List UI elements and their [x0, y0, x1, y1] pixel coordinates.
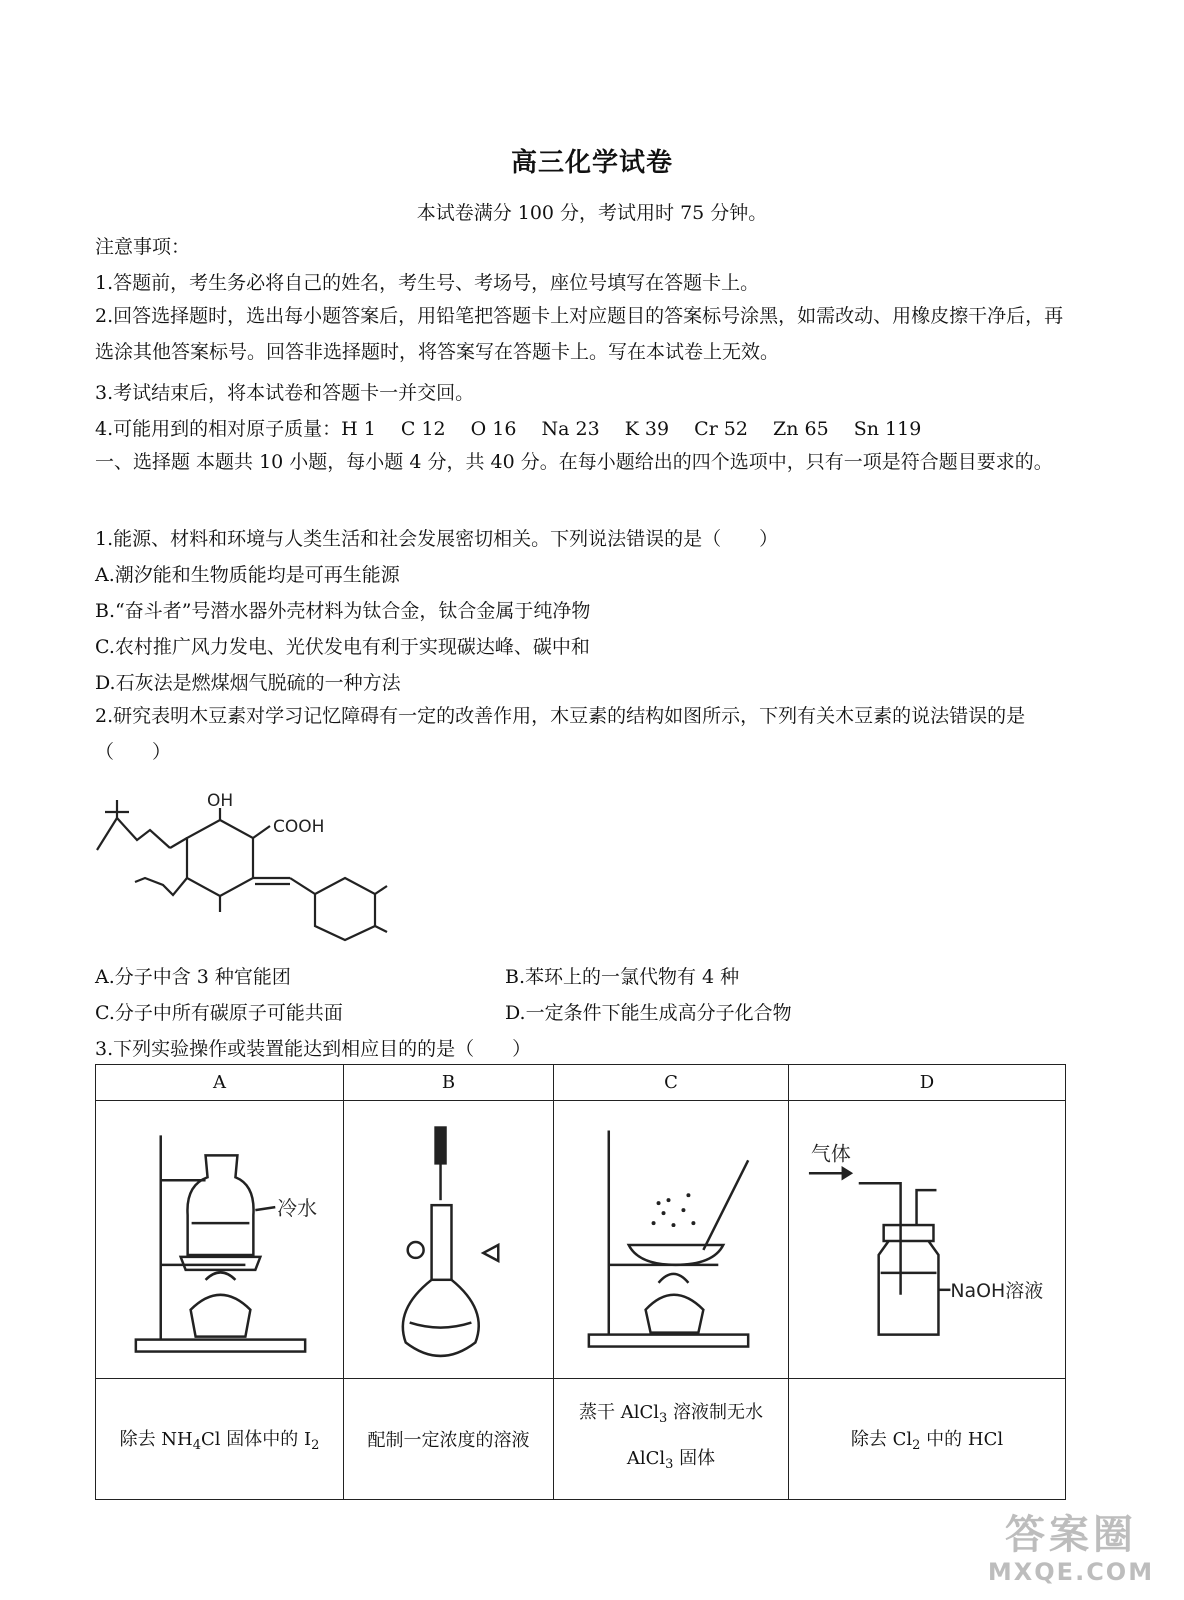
q2-stem: 2.研究表明木豆素对学习记忆障碍有一定的改善作用，木豆素的结构如图所示，下列有关木豆素的说法错误的是（ ）: [95, 705, 1026, 763]
eye-icon: [483, 1245, 498, 1261]
q1-option-a: A.潮汐能和生物质能均是可再生能源: [95, 564, 400, 586]
apparatus-table: [95, 1064, 1066, 1500]
q1-option-b: B.“奋斗者”号潜水器外壳材料为钛合金，钛合金属于纯净物: [95, 600, 591, 622]
alcohol-lamp: [646, 1294, 704, 1332]
watermark-domain: MXQE.COM: [987, 1558, 1155, 1586]
beaker: [181, 1257, 261, 1270]
apparatus-a-cell: [96, 1101, 344, 1379]
label-pointer: [255, 1207, 275, 1210]
q2-option-b: B.苯环上的一氯代物有 4 种: [505, 966, 740, 988]
q2-option-a: A.分子中含 3 种官能团: [95, 966, 291, 988]
notice-item-3: 3.考试结束后，将本试卷和答题卡一并交回。: [95, 382, 475, 404]
page-title: 高三化学试卷: [510, 148, 673, 178]
watermark-logo-text: 答案圈: [1005, 1512, 1137, 1558]
table-image-row: [96, 1101, 1066, 1379]
iron-stand-base: [136, 1339, 305, 1351]
q1-option-d: D.石灰法是燃煤烟气脱硫的一种方法: [95, 672, 401, 694]
notice-item-1: 1.答题前，考生务必将自己的姓名，考生号、考场号，座位号填写在答题卡上。: [95, 272, 760, 294]
stopper: [408, 1242, 424, 1258]
mol-benzene-ring-2: [315, 878, 375, 940]
dropper-bulb: [436, 1127, 446, 1163]
table-header-b: B: [344, 1065, 554, 1101]
flask-cold-water: [187, 1155, 253, 1255]
apparatus-b-cell: [344, 1101, 554, 1379]
apparatus-c-evaporation: [554, 1105, 788, 1375]
notice-item-4: 4.可能用到的相对原子质量：H 1 C 12 O 16 Na 23 K 39 Cr 52 Zn 65 Sn 119: [95, 418, 922, 440]
cold-water-label: 冷水: [277, 1196, 318, 1220]
mol-bond: [170, 838, 187, 848]
mol-benzene-ring-1: [187, 820, 253, 896]
q2-option-d: D.一定条件下能生成高分子化合物: [505, 1002, 792, 1024]
table-header-a: A: [96, 1065, 344, 1101]
notice-heading: 注意事项：: [95, 236, 191, 258]
solution-level: [410, 1322, 472, 1327]
mol-bond: [375, 926, 387, 932]
mol-cooh-label: COOH: [273, 817, 325, 837]
apparatus-c-cell: [554, 1101, 789, 1379]
alcohol-lamp: [191, 1294, 251, 1336]
flame: [206, 1272, 236, 1279]
page-subtitle: 本试卷满分 100 分，考试用时 75 分钟。: [416, 202, 768, 224]
table-header-d: D: [789, 1065, 1066, 1101]
apparatus-b-description: 配制一定浓度的溶液: [344, 1379, 554, 1500]
apparatus-c-description: 蒸干 AlCl$_3$ 溶液制无水 AlCl$_3$ 固体: [554, 1379, 789, 1500]
q3-stem: 3.下列实验操作或装置能达到相应目的的是（ ）: [95, 1038, 532, 1060]
site-watermark: [976, 1512, 1166, 1592]
apparatus-a-description: 除去 $NH_4Cl$ 固体中的 $I_2$: [96, 1379, 344, 1500]
evaporating-dish: [629, 1245, 724, 1265]
q1-stem: 1.能源、材料和环境与人类生活和社会发展密切相关。下列说法错误的是（ ）: [95, 528, 779, 550]
apparatus-d-gas-washing: [789, 1105, 1065, 1375]
notice-item-2: 2.回答选择题时，选出每小题答案后，用铅笔把答题卡上对应题目的答案标号涂黑，如需改动、用橡皮擦干净后，再选涂其他答案标号。回答非选择题时，将答案写在答题卡上。写在本试卷上无效。: [95, 305, 1064, 363]
flask-body: [403, 1280, 479, 1356]
wash-bottle: [879, 1241, 939, 1335]
mol-oh-label: OH: [207, 791, 234, 811]
iron-stand-base: [589, 1334, 748, 1346]
table-header-row: [96, 1065, 1066, 1101]
apparatus-a-sublimation: [96, 1105, 343, 1375]
bottle-stopper: [884, 1225, 934, 1241]
outlet-tube: [917, 1190, 937, 1225]
q2-option-c: C.分子中所有碳原子可能共面: [95, 1002, 343, 1024]
mol-bond-cooh: [253, 826, 270, 838]
table-description-row: [96, 1379, 1066, 1500]
flame: [659, 1274, 689, 1283]
mol-bond: [290, 878, 315, 894]
glass-rod: [703, 1160, 748, 1250]
table-header-c: C: [554, 1065, 789, 1101]
section-1-heading: 一、选择题 本题共 10 小题，每小题 4 分，共 40 分。在每小题给出的四个选项中，只有一项是符合题目要求的。: [95, 451, 1053, 473]
flask-neck: [432, 1205, 452, 1280]
mol-bond: [375, 886, 387, 894]
apparatus-d-description: 除去 $Cl_2$ 中的 HCl: [789, 1379, 1066, 1500]
molecule-structure: [95, 790, 395, 945]
mol-methoxy: [135, 878, 187, 895]
gas-arrow-head: [843, 1168, 851, 1178]
apparatus-d-cell: [789, 1101, 1066, 1379]
gas-label: 气体: [810, 1141, 851, 1165]
q1-option-c: C.农村推广风力发电、光伏发电有利于实现碳达峰、碳中和: [95, 636, 590, 658]
vapor-dots: [652, 1193, 696, 1227]
naoh-label: NaOH溶液: [950, 1279, 1044, 1302]
apparatus-b-volumetric-flask: [344, 1105, 553, 1375]
mol-prenyl-chain: [97, 818, 170, 850]
